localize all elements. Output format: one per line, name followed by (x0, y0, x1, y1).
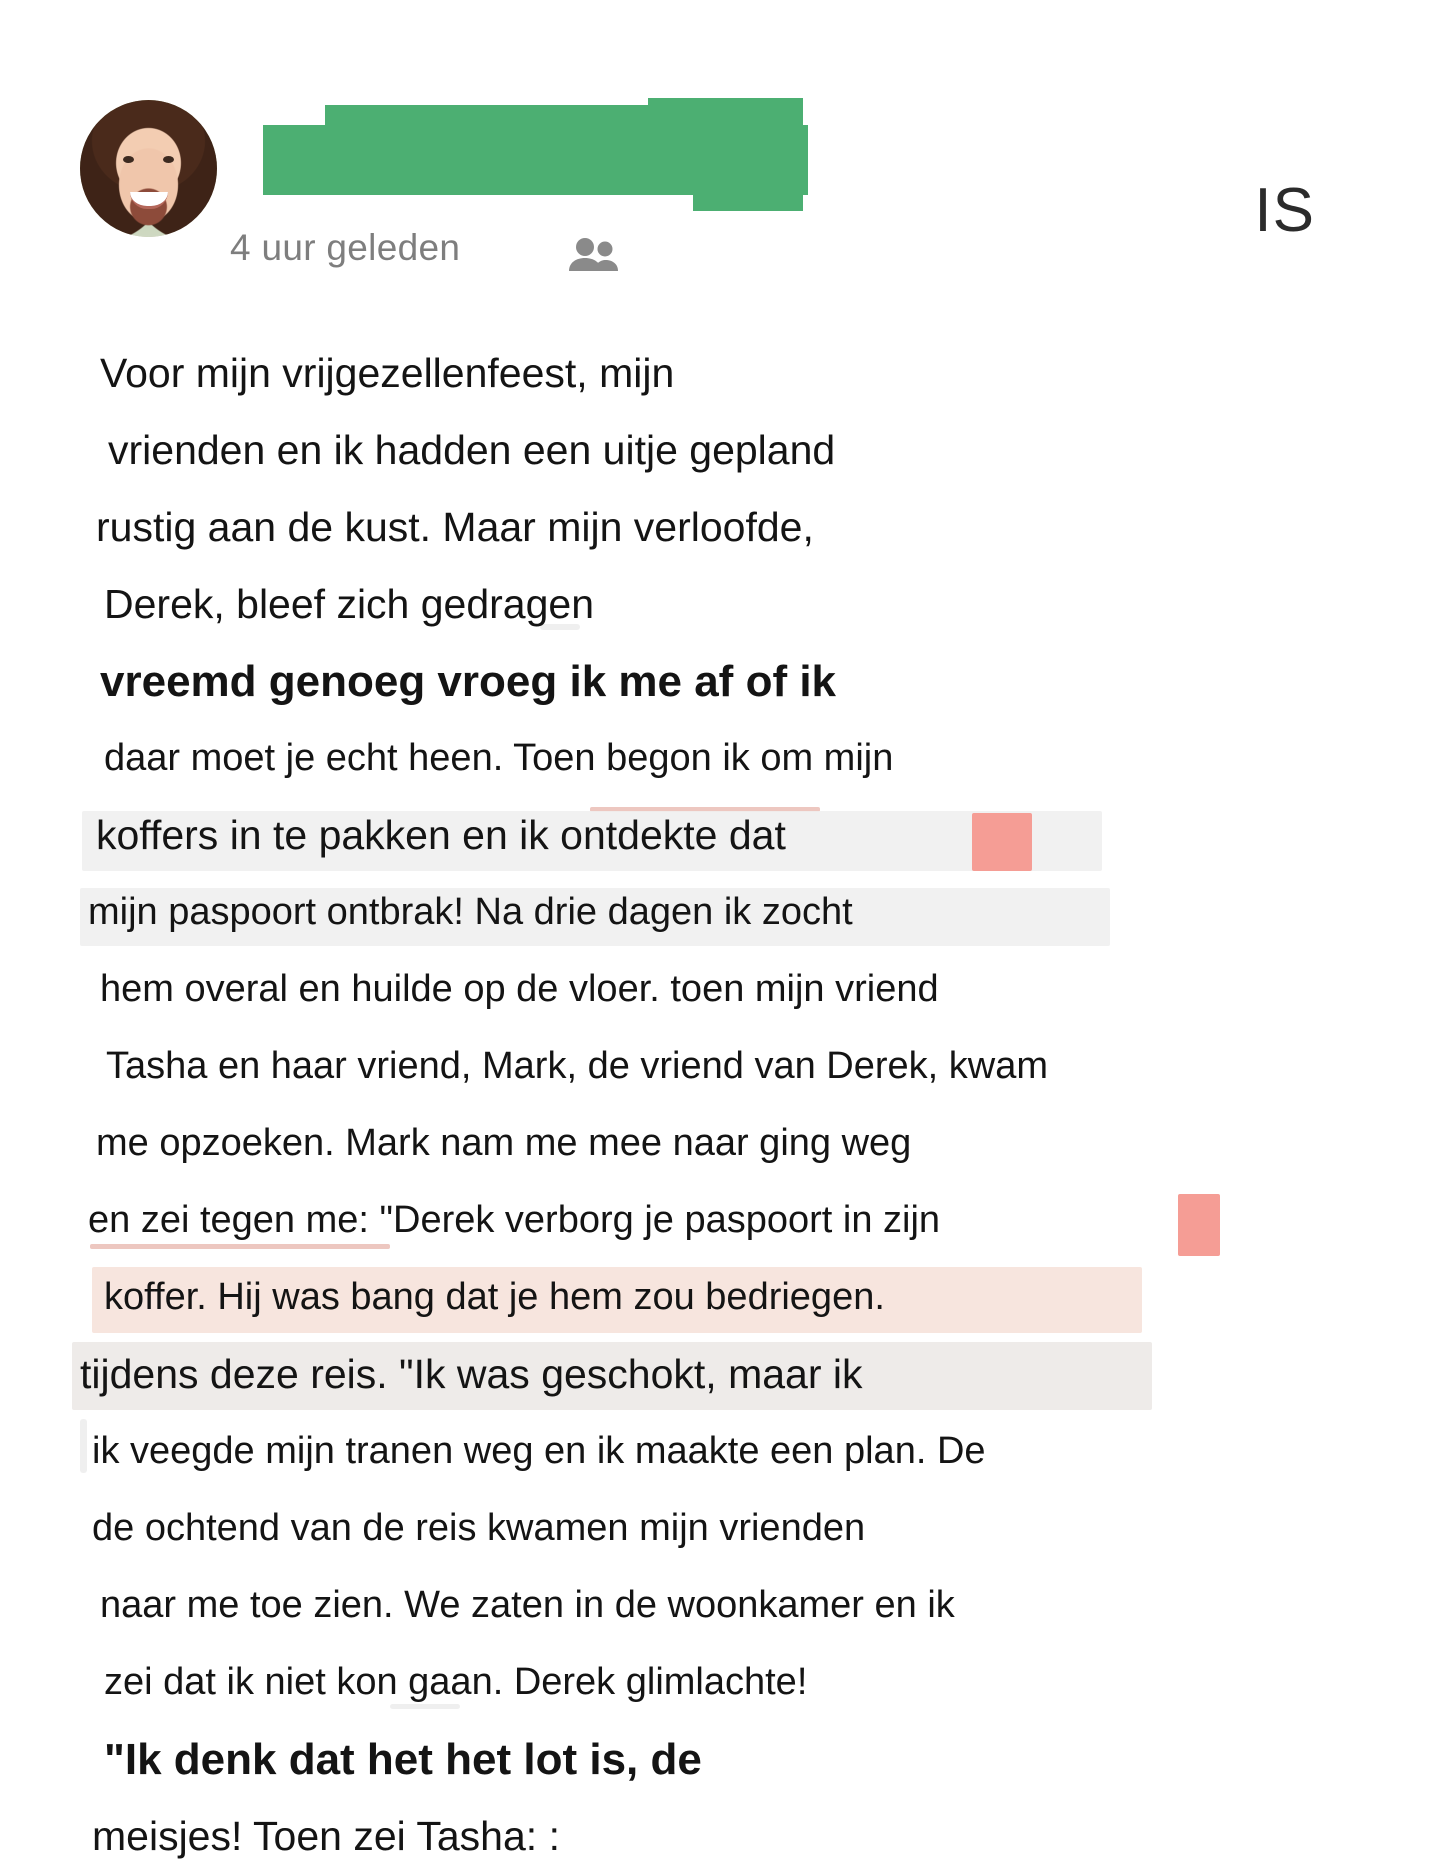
post-line-text: koffer. Hij was bang dat je hem zou bedriegen. (104, 1276, 885, 1318)
highlight-red-block (1178, 1194, 1220, 1256)
post-line-text: meisjes! Toen zei Tasha: : (92, 1813, 560, 1859)
redaction-stroke-bottom (693, 183, 803, 211)
post-line-text: naar me toe zien. We zaten in de woonkamer en ik (100, 1584, 955, 1626)
post-line (0, 1798, 1440, 1875)
post-line-text: ik veegde mijn tranen weg en ik maakte een plan. De (92, 1430, 986, 1472)
avatar-photo (80, 100, 217, 237)
post-line-text: en zei tegen me: "Derek verborg je paspoort in zijn (88, 1199, 941, 1241)
post-line-text: me opzoeken. Mark nam me mee naar ging weg (96, 1122, 912, 1164)
highlight-red-block (972, 813, 1032, 871)
post-line-text: daar moet je echt heen. Toen begon ik om mijn (104, 737, 894, 779)
avatar[interactable] (80, 100, 217, 237)
post-line (0, 643, 1440, 720)
friends-icon[interactable] (565, 235, 621, 275)
post-line-text: zei dat ik niet kon gaan. Derek glimlachte! (104, 1661, 808, 1703)
post-line-text: "Ik denk dat het het lot is, de (104, 1735, 702, 1784)
post-line-text: tijdens deze reis. "Ik was geschokt, maar ik (80, 1351, 863, 1397)
post-line-text: vreemd genoeg vroeg ik me af of ik (100, 657, 837, 706)
artifact-smudge (390, 1704, 460, 1709)
post-line (0, 1182, 1440, 1259)
post-line (0, 797, 1440, 874)
post-line (0, 1490, 1440, 1567)
post-line (0, 1105, 1440, 1182)
post-line (0, 1336, 1440, 1413)
post-line-text: de ochtend van de reis kwamen mijn vrienden (92, 1507, 866, 1549)
artifact-smudge (80, 1419, 87, 1473)
post-line (0, 1413, 1440, 1490)
post-line (0, 1259, 1440, 1336)
post-line-text: Voor mijn vrijgezellenfeest, mijn (100, 350, 675, 396)
post-header (80, 95, 1370, 285)
post-line (0, 412, 1440, 489)
highlight-thin-line (90, 1244, 390, 1249)
post-line-text: Derek, bleef zich gedragen (104, 581, 595, 627)
post-line-text: rustig aan de kust. Maar mijn verloofde, (96, 504, 814, 550)
post-line (0, 951, 1440, 1028)
post-line (0, 720, 1440, 797)
post-line (0, 489, 1440, 566)
post-line-text: mijn paspoort ontbrak! Na drie dagen ik zocht (88, 891, 853, 933)
author-name-redaction (263, 95, 818, 205)
post-line (0, 566, 1440, 643)
post-line-text: koffers in te pakken en ik ontdekte dat (96, 812, 786, 858)
avatar-eye-left (123, 156, 134, 163)
post-line (0, 1028, 1440, 1105)
post-line-text: Tasha en haar vriend, Mark, de vriend van Derek, kwam (106, 1045, 1048, 1087)
post-line (0, 1644, 1440, 1721)
post-timestamp: 4 uur geleden (230, 227, 461, 268)
avatar-eye-right (163, 156, 174, 163)
post-line-text: hem overal en huilde op de vloer. toen mijn vriend (100, 968, 939, 1010)
post-line (0, 335, 1440, 412)
corner-label: IS (1254, 176, 1315, 245)
post-line (0, 1721, 1440, 1798)
post-line (0, 1567, 1440, 1644)
post-line-text: vrienden en ik hadden een uitje gepland (108, 427, 836, 473)
post-line (0, 874, 1440, 951)
post-body (0, 335, 1440, 1875)
